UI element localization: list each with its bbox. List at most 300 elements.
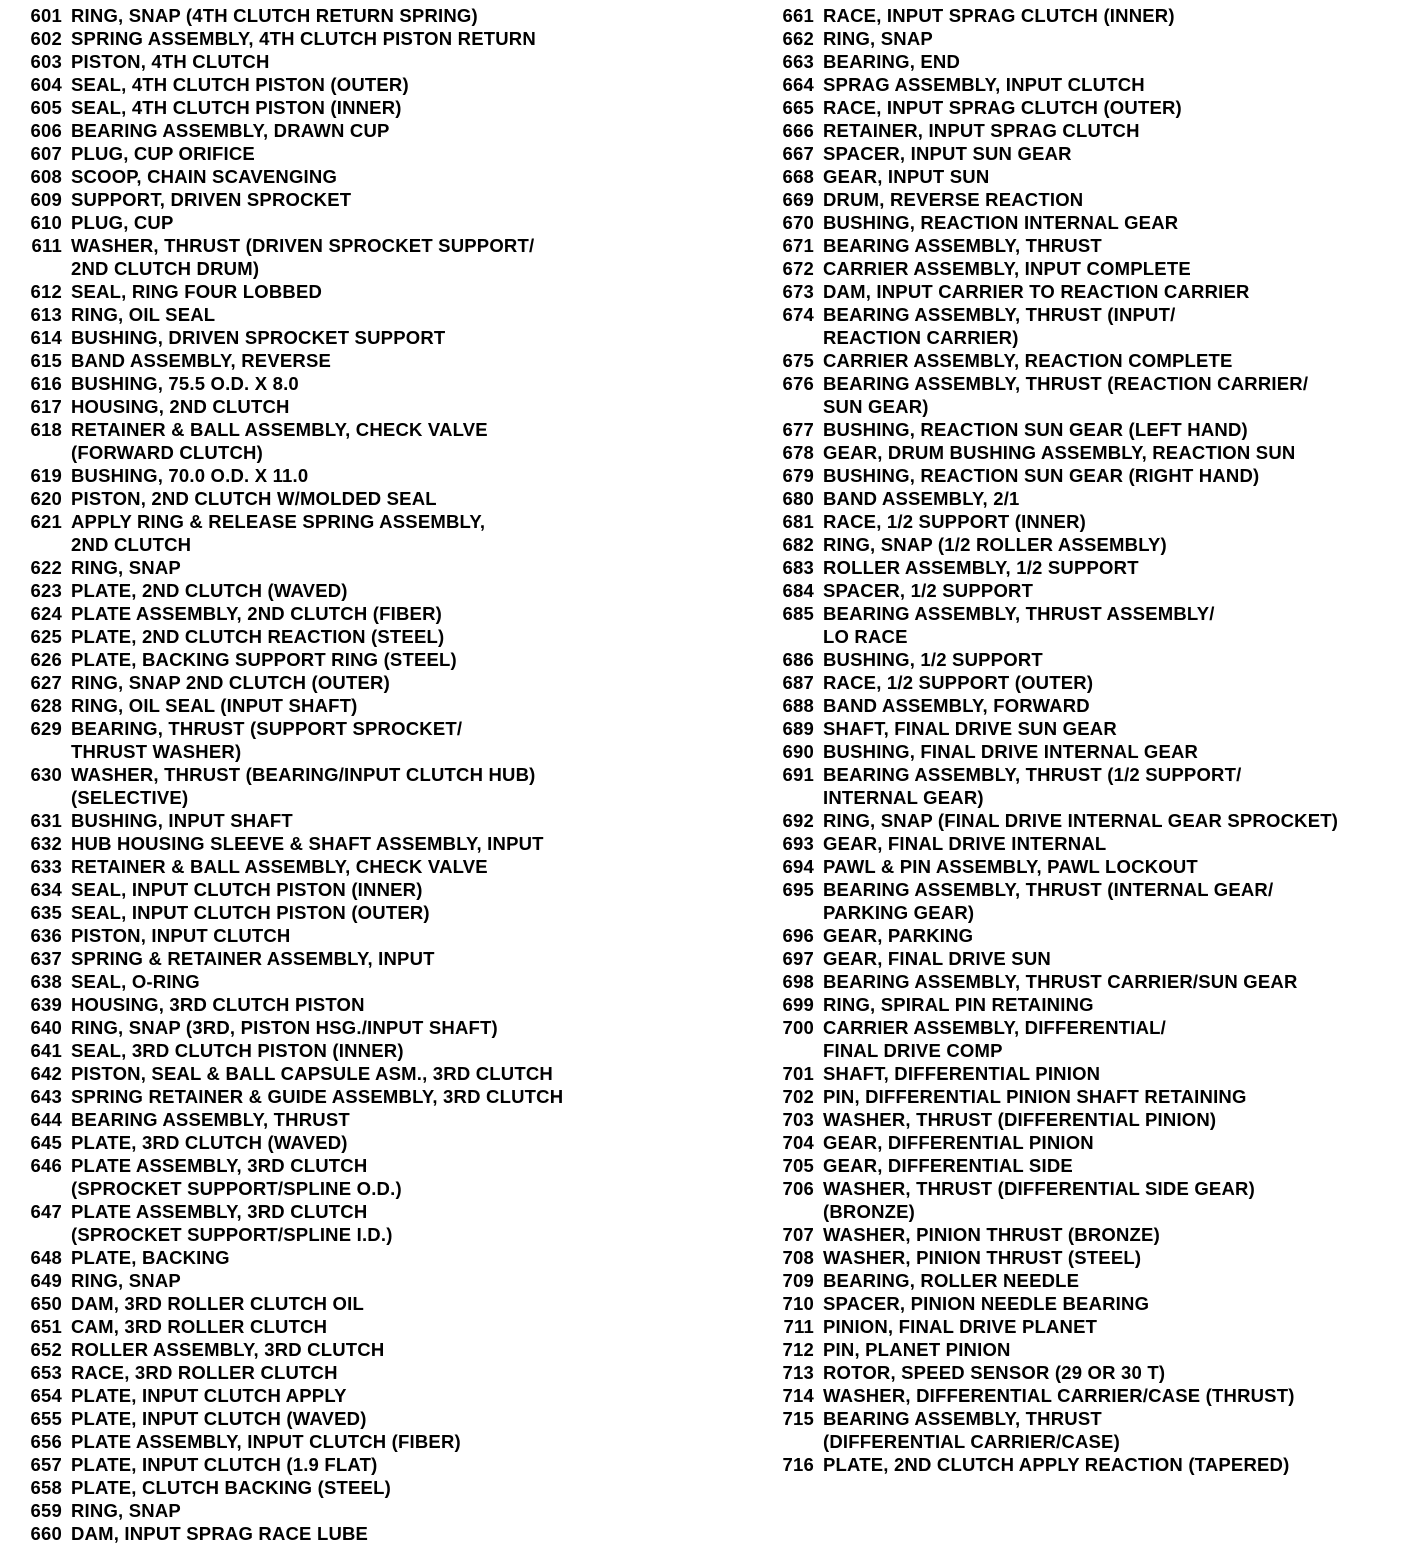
part-number: 666 [782, 120, 814, 141]
part-number: 695 [782, 879, 814, 900]
parts-list-item [756, 50, 1406, 73]
part-number: 611 [31, 235, 62, 256]
parts-list-item [4, 993, 704, 1016]
parts-list-item [4, 1453, 704, 1476]
parts-list-item [4, 1269, 704, 1292]
part-number: 694 [782, 856, 814, 877]
part-number: 673 [782, 281, 814, 302]
part-number: 657 [30, 1454, 62, 1475]
part-description: HOUSING, 2ND CLUTCH [71, 396, 290, 417]
part-description: GEAR, INPUT SUN [823, 166, 990, 187]
part-description: SEAL, INPUT CLUTCH PISTON (INNER) [71, 879, 423, 900]
part-description: BEARING ASSEMBLY, THRUST (INTERNAL GEAR/ PARKING GEAR) [823, 879, 1274, 923]
part-description: WASHER, THRUST (BEARING/INPUT CLUTCH HUB) (SELECTIVE) [71, 764, 536, 808]
parts-list-item [756, 1246, 1406, 1269]
part-number: 617 [30, 396, 62, 417]
part-description: RING, SPIRAL PIN RETAINING [823, 994, 1094, 1015]
parts-list-item [756, 740, 1406, 763]
part-number: 707 [782, 1224, 814, 1245]
part-description: PLATE, 2ND CLUTCH REACTION (STEEL) [71, 626, 445, 647]
parts-list-item [756, 211, 1406, 234]
part-description: PLATE, 3RD CLUTCH (WAVED) [71, 1132, 348, 1153]
part-description: WASHER, PINION THRUST (BRONZE) [823, 1224, 1160, 1245]
part-description: BEARING ASSEMBLY, THRUST [71, 1109, 350, 1130]
part-number: 631 [30, 810, 62, 831]
parts-list-item [4, 372, 704, 395]
part-number: 632 [30, 833, 62, 854]
parts-list-item [756, 441, 1406, 464]
part-description: SEAL, O-RING [71, 971, 200, 992]
part-description: BAND ASSEMBLY, 2/1 [823, 488, 1020, 509]
parts-list-item [4, 878, 704, 901]
parts-list-item [756, 487, 1406, 510]
parts-list-item [756, 418, 1406, 441]
parts-list-item [756, 556, 1406, 579]
parts-list-item [756, 165, 1406, 188]
parts-list-item [4, 947, 704, 970]
part-description: RING, SNAP [71, 1500, 181, 1521]
parts-list-item [756, 1108, 1406, 1131]
parts-list-item [756, 1361, 1406, 1384]
parts-list-item [4, 1062, 704, 1085]
part-number: 654 [30, 1385, 62, 1406]
part-description: SEAL, 4TH CLUTCH PISTON (OUTER) [71, 74, 409, 95]
part-number: 647 [30, 1201, 62, 1222]
part-number: 684 [782, 580, 814, 601]
part-number: 685 [782, 603, 814, 624]
part-description: PLATE, 2ND CLUTCH APPLY REACTION (TAPERED) [823, 1454, 1290, 1475]
part-description: RACE, 1/2 SUPPORT (OUTER) [823, 672, 1094, 693]
parts-list-item [756, 993, 1406, 1016]
part-description: PLATE, BACKING SUPPORT RING (STEEL) [71, 649, 457, 670]
part-number: 687 [782, 672, 814, 693]
parts-list-item [4, 280, 704, 303]
part-description: BUSHING, INPUT SHAFT [71, 810, 293, 831]
part-description: PISTON, 4TH CLUTCH [71, 51, 270, 72]
part-description: SPACER, PINION NEEDLE BEARING [823, 1293, 1150, 1314]
part-number: 686 [782, 649, 814, 670]
parts-list-item [756, 234, 1406, 257]
part-number: 702 [782, 1086, 814, 1107]
part-description: ROTOR, SPEED SENSOR (29 OR 30 T) [823, 1362, 1166, 1383]
part-description: SEAL, INPUT CLUTCH PISTON (OUTER) [71, 902, 430, 923]
part-description: DAM, INPUT SPRAG RACE LUBE [71, 1523, 369, 1544]
parts-list-item [4, 1430, 704, 1453]
part-number: 656 [30, 1431, 62, 1452]
part-description: GEAR, DIFFERENTIAL PINION [823, 1132, 1094, 1153]
part-description: WASHER, THRUST (DIFFERENTIAL PINION) [823, 1109, 1217, 1130]
parts-list-item [4, 188, 704, 211]
part-description: BUSHING, 1/2 SUPPORT [823, 649, 1043, 670]
part-description: RING, SNAP (FINAL DRIVE INTERNAL GEAR SPROCKET) [823, 810, 1339, 831]
part-number: 704 [782, 1132, 814, 1153]
part-number: 603 [30, 51, 62, 72]
part-number: 708 [782, 1247, 814, 1268]
part-description: APPLY RING & RELEASE SPRING ASSEMBLY, 2ND CLUTCH [71, 511, 486, 555]
part-description: BEARING, THRUST (SUPPORT SPROCKET/ THRUST WASHER) [71, 718, 463, 762]
parts-list-item [4, 924, 704, 947]
parts-list-item [4, 694, 704, 717]
part-number: 696 [782, 925, 814, 946]
part-description: GEAR, PARKING [823, 925, 974, 946]
parts-list-item [4, 1361, 704, 1384]
parts-list-item [756, 142, 1406, 165]
part-description: CARRIER ASSEMBLY, REACTION COMPLETE [823, 350, 1233, 371]
part-description: BAND ASSEMBLY, FORWARD [823, 695, 1090, 716]
part-number: 618 [30, 419, 62, 440]
part-description: RING, SNAP (4TH CLUTCH RETURN SPRING) [71, 5, 478, 26]
part-description: PLATE, INPUT CLUTCH (1.9 FLAT) [71, 1454, 378, 1475]
part-description: SHAFT, FINAL DRIVE SUN GEAR [823, 718, 1117, 739]
part-number: 640 [30, 1017, 62, 1038]
part-number: 645 [30, 1132, 62, 1153]
part-number: 697 [782, 948, 814, 969]
part-description: BEARING ASSEMBLY, DRAWN CUP [71, 120, 390, 141]
part-description: PINION, FINAL DRIVE PLANET [823, 1316, 1098, 1337]
part-number: 703 [782, 1109, 814, 1130]
parts-list-item [4, 1476, 704, 1499]
parts-list-item [756, 1453, 1406, 1476]
part-description: RACE, 3RD ROLLER CLUTCH [71, 1362, 338, 1383]
parts-list-item [756, 1154, 1406, 1177]
part-number: 612 [30, 281, 62, 302]
part-description: SCOOP, CHAIN SCAVENGING [71, 166, 338, 187]
part-description: BUSHING, 75.5 O.D. X 8.0 [71, 373, 299, 394]
parts-list-item [4, 234, 704, 280]
part-description: PIN, PLANET PINION [823, 1339, 1011, 1360]
part-number: 691 [782, 764, 814, 785]
part-number: 709 [782, 1270, 814, 1291]
parts-list-item [4, 556, 704, 579]
parts-list-item [4, 1384, 704, 1407]
parts-list-item [4, 1292, 704, 1315]
part-number: 637 [30, 948, 62, 969]
part-description: PLATE ASSEMBLY, 3RD CLUTCH (SPROCKET SUPPORT/SPLINE I.D.) [71, 1201, 393, 1245]
part-number: 620 [30, 488, 62, 509]
parts-list-item [4, 119, 704, 142]
parts-list-item [4, 50, 704, 73]
part-description: RING, OIL SEAL (INPUT SHAFT) [71, 695, 358, 716]
part-description: SPACER, INPUT SUN GEAR [823, 143, 1072, 164]
part-number: 613 [30, 304, 62, 325]
part-number: 604 [30, 74, 62, 95]
part-description: SPRING & RETAINER ASSEMBLY, INPUT [71, 948, 435, 969]
part-number: 700 [782, 1017, 814, 1038]
parts-list-item [756, 1131, 1406, 1154]
part-description: BUSHING, DRIVEN SPROCKET SUPPORT [71, 327, 446, 348]
part-description: HOUSING, 3RD CLUTCH PISTON [71, 994, 365, 1015]
part-number: 705 [782, 1155, 814, 1176]
parts-list-item [4, 1246, 704, 1269]
parts-list-item [756, 694, 1406, 717]
part-description: DAM, INPUT CARRIER TO REACTION CARRIER [823, 281, 1250, 302]
part-number: 607 [30, 143, 62, 164]
part-number: 644 [30, 1109, 62, 1130]
part-description: PLATE, BACKING [71, 1247, 230, 1268]
parts-list-item [756, 579, 1406, 602]
part-number: 601 [30, 5, 62, 26]
part-number: 638 [30, 971, 62, 992]
part-number: 710 [782, 1293, 814, 1314]
part-number: 706 [782, 1178, 814, 1199]
parts-list-item [756, 671, 1406, 694]
part-description: BUSHING, REACTION SUN GEAR (LEFT HAND) [823, 419, 1248, 440]
parts-list-item [4, 418, 704, 464]
part-number: 663 [782, 51, 814, 72]
part-description: PLATE, INPUT CLUTCH (WAVED) [71, 1408, 367, 1429]
part-description: BUSHING, REACTION INTERNAL GEAR [823, 212, 1179, 233]
part-number: 682 [782, 534, 814, 555]
part-number: 677 [782, 419, 814, 440]
parts-list-item [4, 671, 704, 694]
part-description: SPRING RETAINER & GUIDE ASSEMBLY, 3RD CLUTCH [71, 1086, 564, 1107]
part-description: SPRING ASSEMBLY, 4TH CLUTCH PISTON RETURN [71, 28, 536, 49]
parts-list-item [4, 211, 704, 234]
part-number: 662 [782, 28, 814, 49]
part-number: 661 [782, 5, 814, 26]
part-number: 629 [30, 718, 62, 739]
parts-list-item [756, 188, 1406, 211]
parts-list-item [756, 119, 1406, 142]
parts-list-item [756, 947, 1406, 970]
part-description: RING, SNAP (3RD, PISTON HSG./INPUT SHAFT) [71, 1017, 498, 1038]
part-description: SPACER, 1/2 SUPPORT [823, 580, 1034, 601]
part-description: PISTON, SEAL & BALL CAPSULE ASM., 3RD CLUTCH [71, 1063, 553, 1084]
parts-list-item [4, 579, 704, 602]
part-number: 602 [30, 28, 62, 49]
part-number: 680 [782, 488, 814, 509]
part-description: RACE, 1/2 SUPPORT (INNER) [823, 511, 1087, 532]
part-number: 678 [782, 442, 814, 463]
part-number: 688 [782, 695, 814, 716]
parts-list-item [4, 809, 704, 832]
part-description: DAM, 3RD ROLLER CLUTCH OIL [71, 1293, 364, 1314]
parts-list-item [756, 855, 1406, 878]
parts-list-item [4, 1499, 704, 1522]
part-number: 664 [782, 74, 814, 95]
part-description: BAND ASSEMBLY, REVERSE [71, 350, 332, 371]
part-number: 621 [30, 511, 62, 532]
part-description: PAWL & PIN ASSEMBLY, PAWL LOCKOUT [823, 856, 1198, 877]
parts-list-item [756, 602, 1406, 648]
parts-list-item [4, 142, 704, 165]
part-number: 616 [30, 373, 62, 394]
part-description: BEARING ASSEMBLY, THRUST (1/2 SUPPORT/ INTERNAL GEAR) [823, 764, 1242, 808]
parts-list-item [756, 1223, 1406, 1246]
parts-list-item [4, 73, 704, 96]
parts-list-item [756, 27, 1406, 50]
parts-list-item [756, 73, 1406, 96]
part-description: GEAR, DIFFERENTIAL SIDE [823, 1155, 1073, 1176]
part-description: SUPPORT, DRIVEN SPROCKET [71, 189, 352, 210]
part-description: SHAFT, DIFFERENTIAL PINION [823, 1063, 1101, 1084]
part-description: PLUG, CUP [71, 212, 174, 233]
parts-list-item [756, 533, 1406, 556]
parts-list-item [4, 1016, 704, 1039]
part-description: WASHER, THRUST (DRIVEN SPROCKET SUPPORT/ 2ND CLUTCH DRUM) [71, 235, 535, 279]
part-number: 624 [30, 603, 62, 624]
parts-list-item [756, 1315, 1406, 1338]
part-number: 610 [30, 212, 62, 233]
parts-list-item [756, 924, 1406, 947]
parts-list-item [4, 1200, 704, 1246]
parts-list-item [4, 763, 704, 809]
part-number: 627 [30, 672, 62, 693]
parts-list-item [756, 763, 1406, 809]
parts-list-item [4, 717, 704, 763]
part-number: 674 [782, 304, 814, 325]
part-number: 605 [30, 97, 62, 118]
part-number: 671 [782, 235, 814, 256]
part-description: SPRAG ASSEMBLY, INPUT CLUTCH [823, 74, 1145, 95]
part-number: 655 [30, 1408, 62, 1429]
part-number: 642 [30, 1063, 62, 1084]
part-description: BUSHING, FINAL DRIVE INTERNAL GEAR [823, 741, 1199, 762]
parts-list-item [756, 372, 1406, 418]
part-description: BUSHING, REACTION SUN GEAR (RIGHT HAND) [823, 465, 1260, 486]
part-number: 690 [782, 741, 814, 762]
part-description: CARRIER ASSEMBLY, INPUT COMPLETE [823, 258, 1191, 279]
parts-list-item [756, 970, 1406, 993]
parts-list-item [756, 1384, 1406, 1407]
part-number: 699 [782, 994, 814, 1015]
part-description: BEARING ASSEMBLY, THRUST CARRIER/SUN GEAR [823, 971, 1298, 992]
parts-list-item [756, 510, 1406, 533]
parts-list-item [756, 1338, 1406, 1361]
part-number: 652 [30, 1339, 62, 1360]
parts-list-left-column [4, 4, 704, 1545]
part-number: 615 [30, 350, 62, 371]
part-number: 689 [782, 718, 814, 739]
parts-list-item [4, 303, 704, 326]
parts-list-item [756, 280, 1406, 303]
part-description: BEARING ASSEMBLY, THRUST [823, 235, 1102, 256]
part-description: GEAR, FINAL DRIVE INTERNAL [823, 833, 1107, 854]
part-number: 701 [782, 1063, 814, 1084]
part-number: 712 [782, 1339, 814, 1360]
parts-list-item [4, 464, 704, 487]
part-number: 676 [782, 373, 814, 394]
part-number: 635 [30, 902, 62, 923]
part-description: BEARING, ROLLER NEEDLE [823, 1270, 1080, 1291]
part-number: 658 [30, 1477, 62, 1498]
part-number: 711 [783, 1316, 814, 1337]
parts-list-item [4, 1154, 704, 1200]
parts-list-item [4, 349, 704, 372]
parts-list-item [756, 4, 1406, 27]
part-description: RING, SNAP [71, 1270, 181, 1291]
part-number: 650 [30, 1293, 62, 1314]
part-description: PLATE, INPUT CLUTCH APPLY [71, 1385, 347, 1406]
parts-list-item [4, 970, 704, 993]
parts-list-item [4, 1131, 704, 1154]
part-description: PISTON, 2ND CLUTCH W/MOLDED SEAL [71, 488, 437, 509]
part-number: 675 [782, 350, 814, 371]
parts-list-item [756, 1062, 1406, 1085]
part-number: 641 [30, 1040, 62, 1061]
part-number: 643 [30, 1086, 62, 1107]
part-description: PISTON, INPUT CLUTCH [71, 925, 291, 946]
parts-list-item [4, 832, 704, 855]
part-description: PLATE, 2ND CLUTCH (WAVED) [71, 580, 348, 601]
parts-list-item [4, 901, 704, 924]
part-number: 683 [782, 557, 814, 578]
parts-list-item [4, 625, 704, 648]
part-number: 639 [30, 994, 62, 1015]
part-number: 667 [782, 143, 814, 164]
parts-list-item [756, 717, 1406, 740]
part-number: 679 [782, 465, 814, 486]
part-number: 714 [782, 1385, 814, 1406]
part-number: 698 [782, 971, 814, 992]
part-number: 649 [30, 1270, 62, 1291]
parts-list-item [4, 1407, 704, 1430]
part-number: 636 [30, 925, 62, 946]
part-number: 619 [30, 465, 62, 486]
part-description: BUSHING, 70.0 O.D. X 11.0 [71, 465, 309, 486]
part-number: 622 [30, 557, 62, 578]
part-number: 672 [782, 258, 814, 279]
part-description: RING, SNAP [71, 557, 181, 578]
parts-list-item [756, 809, 1406, 832]
part-description: BEARING ASSEMBLY, THRUST (REACTION CARRIER/ SUN GEAR) [823, 373, 1309, 417]
part-description: ROLLER ASSEMBLY, 3RD CLUTCH [71, 1339, 385, 1360]
part-description: CAM, 3RD ROLLER CLUTCH [71, 1316, 328, 1337]
parts-list-item [4, 1085, 704, 1108]
parts-list-item [756, 1269, 1406, 1292]
parts-list-item [756, 257, 1406, 280]
part-number: 630 [30, 764, 62, 785]
part-number: 634 [30, 879, 62, 900]
part-number: 646 [30, 1155, 62, 1176]
part-description: SEAL, 4TH CLUTCH PISTON (INNER) [71, 97, 402, 118]
part-number: 628 [30, 695, 62, 716]
parts-list-item [4, 27, 704, 50]
part-description: SEAL, RING FOUR LOBBED [71, 281, 323, 302]
parts-list-item [756, 349, 1406, 372]
parts-list-item [4, 602, 704, 625]
parts-list-item [756, 1292, 1406, 1315]
part-number: 623 [30, 580, 62, 601]
part-description: RING, OIL SEAL [71, 304, 216, 325]
part-number: 609 [30, 189, 62, 210]
part-number: 670 [782, 212, 814, 233]
parts-list-item [4, 165, 704, 188]
parts-list-item [4, 1315, 704, 1338]
parts-list-item [4, 4, 704, 27]
part-description: DRUM, REVERSE REACTION [823, 189, 1084, 210]
part-description: GEAR, DRUM BUSHING ASSEMBLY, REACTION SUN [823, 442, 1296, 463]
part-number: 668 [782, 166, 814, 187]
part-description: BEARING ASSEMBLY, THRUST (INPUT/ REACTION CARRIER) [823, 304, 1176, 348]
part-description: RACE, INPUT SPRAG CLUTCH (OUTER) [823, 97, 1182, 118]
part-description: RACE, INPUT SPRAG CLUTCH (INNER) [823, 5, 1175, 26]
part-number: 614 [30, 327, 62, 348]
parts-list-item [4, 1338, 704, 1361]
parts-list-item [756, 1085, 1406, 1108]
part-number: 648 [30, 1247, 62, 1268]
parts-list-item [4, 648, 704, 671]
part-number: 606 [30, 120, 62, 141]
part-description: RING, SNAP (1/2 ROLLER ASSEMBLY) [823, 534, 1167, 555]
part-number: 626 [30, 649, 62, 670]
part-number: 633 [30, 856, 62, 877]
parts-list-right-column [756, 4, 1406, 1476]
parts-list-item [756, 648, 1406, 671]
part-description: BEARING, END [823, 51, 961, 72]
part-description: CARRIER ASSEMBLY, DIFFERENTIAL/ FINAL DRIVE COMP [823, 1017, 1166, 1061]
part-description: GEAR, FINAL DRIVE SUN [823, 948, 1051, 969]
